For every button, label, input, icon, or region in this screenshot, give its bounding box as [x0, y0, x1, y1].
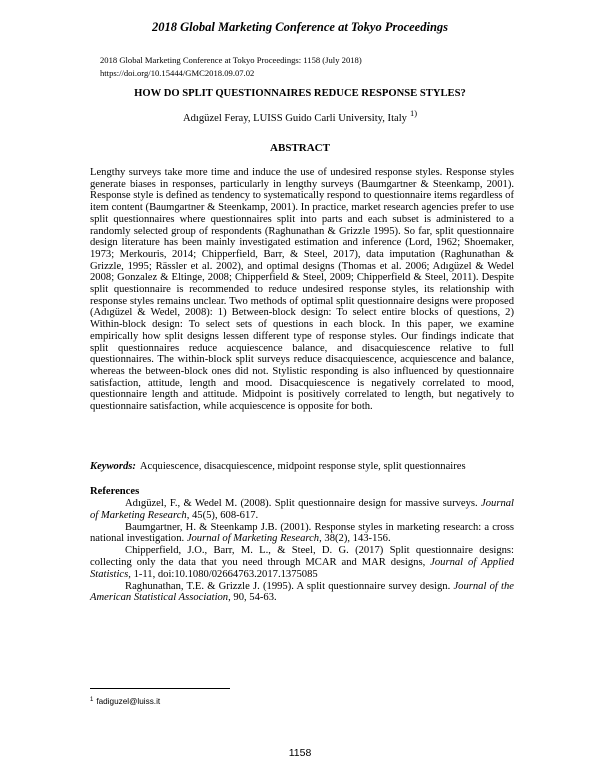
- reference-item: [90, 545, 514, 580]
- references-heading: References: [90, 486, 140, 497]
- footnote-email[interactable]: fadiguzel@luiss.it: [96, 697, 161, 706]
- reference-item: [90, 498, 514, 522]
- reference-journal: Journal of Applied Statistics: [90, 556, 514, 580]
- footnote-divider: [90, 688, 230, 689]
- reference-details: , 90, 54-63.: [228, 592, 277, 604]
- proceedings-line: 2018 Global Marketing Conference at Tokyo Proceedings: 1158 (July 2018): [100, 55, 362, 65]
- reference-item: [90, 581, 514, 605]
- reference-text: Adıgüzel, F., & Wedel M. (2008). Split questionnaire design for massive surveys.: [125, 498, 482, 509]
- keywords-text: Acquiescence, disacquiescence, midpoint response style, split questionnaires: [139, 461, 466, 472]
- reference-item: [90, 522, 514, 546]
- abstract-heading: ABSTRACT: [270, 142, 330, 154]
- reference-details: , 45(5), 608-617.: [186, 509, 259, 521]
- reference-journal: Journal of Marketing Research: [90, 498, 514, 521]
- author-name: Adıgüzel Feray, LUISS Guido Carli University, Italy: [182, 113, 407, 124]
- footnote-mark: 1: [90, 697, 94, 703]
- running-header: 2018 Global Marketing Conference at Tokyo Proceedings: [151, 20, 449, 34]
- reference-details: , 38(2), 143-156.: [319, 533, 391, 545]
- footnote: [90, 697, 160, 706]
- reference-journal: Journal of Marketing Research: [186, 533, 320, 545]
- page-number: 1158: [288, 747, 312, 759]
- reference-journal: Journal of the American Statistical Association: [90, 580, 514, 604]
- author-line: [0, 108, 600, 124]
- doi-link[interactable]: https://doi.org/10.15444/GMC2018.09.07.02: [100, 68, 255, 78]
- keywords: [90, 461, 520, 473]
- abstract-text: Lengthy surveys take more time and induce the use of undesired response styles. Response styles generate biases in responses, particularly in lengthy surveys (Baumgartner & Steenkamp, 2001). Response style is defined as tendency to systematically respond to questionnaire items regardless of item content (Baumgartner & Steenkamp, 2001). In practice, market research agencies prefer to use split questionnaires where questionnaires split into parts and each subset is administered to a randomly selected group of respondents (Raghunathan & Grizzle 1995). So far, split questionnaire design literature has been mainly investigated estimation and inference (Lord, 1962; Shoemaker, 1973; Merkouris, 2014; Chipperfield, Barr, & Steel, 2017), data imputation (Raghunathan & Grizzle, 1995; Rässler et al. 2002), and optimal designs (Thomas et al. 2006; Adıgüzel & Wedel 2008; Gonzalez & Eltinge, 2008; Chipperfield & Steel, 2009; Chipperfield & Steel, 2011). Despite split questionnaire is recommended to reduce undesired response styles, its relationship with response styles remains unclear. Two methods of optimal split questionnaire designs were proposed (Adıgüzel & Wedel, 2008): 1) Between-block design: To select entire blocks of questions, 2) Within-block design: To select sets of questions in each block. In this paper, we examine empirically how split designs lessen different type of response styles. Our findings indicate that split questionnaires reduce acquiescence balance, and disacquiescence relative to full questionnaires. The within-block split surveys reduce disacquiescence, acquiescence and balance, whereas the between-block ones did not. Stylistic responding is also influenced by questionnaire satisfaction, attitude, length and mood. Disacquiescence is negatively correlated to mood, questionnaire length and attitude. Midpoint is positively correlated to length, but negatively to questionnaire satisfaction, while acquiescence is opposite for both.: [90, 167, 514, 413]
- reference-text: Raghunathan, T.E. & Grizzle J. (1995). A split questionnaire survey design.: [125, 580, 454, 592]
- reference-text: Baumgartner, H. & Steenkamp J.B. (2001). Response styles in marketing research: a cross national investigation.: [90, 521, 514, 545]
- references-list: [90, 498, 514, 604]
- reference-details: , 1-11, doi:10.1080/02664763.2017.1375085: [128, 568, 318, 580]
- paper-title: HOW DO SPLIT QUESTIONNAIRES REDUCE RESPONSE STYLES?: [134, 88, 466, 99]
- keywords-label: Keywords:: [90, 461, 136, 472]
- reference-text: Chipperfield, J.O., Barr, M. L., & Steel, D. G. (2017) Split questionnaire designs: collecting only the data that you need through MCAR and MAR designs,: [90, 545, 514, 568]
- author-footnote-mark: 1): [409, 108, 418, 118]
